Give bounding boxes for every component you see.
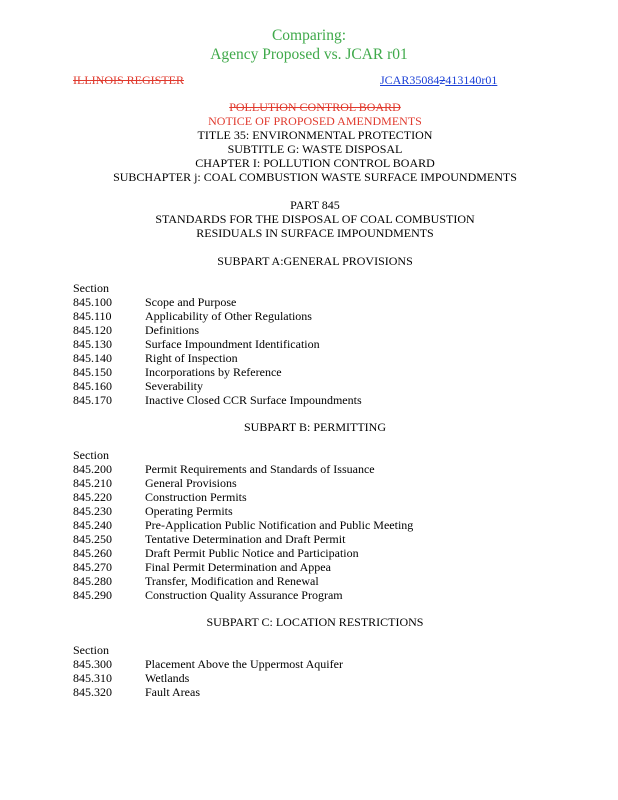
- toc-row: [73, 574, 413, 588]
- section-title: Surface Impoundment Identification: [145, 337, 320, 351]
- board-name-deleted: POLLUTION CONTROL BOARD: [229, 100, 401, 114]
- section-title: Severability: [145, 379, 203, 393]
- section-number: 845.240: [73, 518, 112, 532]
- part-title-line1: STANDARDS FOR THE DISPOSAL OF COAL COMBUSTION: [155, 212, 475, 226]
- toc-row: [73, 337, 362, 351]
- subpart-b-toc: [73, 448, 413, 602]
- section-title: Wetlands: [145, 671, 190, 685]
- part-number: PART 845: [290, 198, 340, 212]
- section-number: 845.170: [73, 393, 112, 407]
- toc-row: [73, 490, 413, 504]
- title-line: TITLE 35: ENVIRONMENTAL PROTECTION: [197, 128, 433, 142]
- toc-row: [73, 462, 413, 476]
- toc-row: [73, 560, 413, 574]
- subchapter-line: SUBCHAPTER j: COAL COMBUSTION WASTE SURFACE IMPOUNDMENTS: [113, 170, 517, 184]
- toc-row: [73, 532, 413, 546]
- section-title: Final Permit Determination and Appea: [145, 560, 331, 574]
- register-name-deleted: ILLINOIS REGISTER: [73, 73, 184, 87]
- jcar-identifier: [380, 73, 497, 88]
- section-number: 845.300: [73, 657, 112, 671]
- part-title-line2: RESIDUALS IN SURFACE IMPOUNDMENTS: [196, 226, 434, 240]
- section-title: Permit Requirements and Standards of Issuance: [145, 462, 375, 476]
- subtitle-line: SUBTITLE G: WASTE DISPOSAL: [227, 142, 403, 156]
- section-number: 845.290: [73, 588, 112, 602]
- section-title: Construction Quality Assurance Program: [145, 588, 343, 602]
- comparison-banner-line2: Agency Proposed vs. JCAR r01: [210, 46, 408, 63]
- comparison-banner-line1: Comparing:: [271, 27, 347, 44]
- section-number: 845.110: [73, 309, 112, 323]
- section-number: 845.150: [73, 365, 112, 379]
- subpart-a-toc: [73, 281, 362, 407]
- rule-header: [0, 100, 618, 184]
- toc-row: [73, 323, 362, 337]
- section-title: Definitions: [145, 323, 199, 337]
- section-number: 845.260: [73, 546, 112, 560]
- toc-row: [73, 379, 362, 393]
- notice-inserted: NOTICE OF PROPOSED AMENDMENTS: [208, 114, 422, 128]
- toc-row: [73, 476, 413, 490]
- subpart-b-heading: SUBPART B: PERMITTING: [244, 420, 386, 434]
- toc-row: [73, 504, 413, 518]
- subpart-c-toc: [73, 643, 343, 699]
- section-number: 845.270: [73, 560, 112, 574]
- section-title: Applicability of Other Regulations: [145, 309, 312, 323]
- subpart-a-heading: SUBPART A:GENERAL PROVISIONS: [217, 254, 413, 268]
- section-number: 845.310: [73, 671, 112, 685]
- section-title: Fault Areas: [145, 685, 200, 699]
- section-title: Draft Permit Public Notice and Participation: [145, 546, 359, 560]
- section-label: Section: [73, 448, 109, 462]
- section-title: Construction Permits: [145, 490, 247, 504]
- section-title: Inactive Closed CCR Surface Impoundments: [145, 393, 362, 407]
- section-title: Incorporations by Reference: [145, 365, 282, 379]
- toc-row: [73, 657, 343, 671]
- toc-row: [73, 685, 343, 699]
- section-title: Scope and Purpose: [145, 295, 237, 309]
- section-title: General Provisions: [145, 476, 237, 490]
- toc-row: [73, 309, 362, 323]
- toc-row: [73, 546, 413, 560]
- section-title: Right of Inspection: [145, 351, 238, 365]
- toc-row: [73, 295, 362, 309]
- section-title: Placement Above the Uppermost Aquifer: [145, 657, 343, 671]
- section-number: 845.130: [73, 337, 112, 351]
- toc-row: [73, 588, 413, 602]
- toc-row: [73, 365, 362, 379]
- section-number: 845.200: [73, 462, 112, 476]
- toc-row: [73, 351, 362, 365]
- chapter-line: CHAPTER I: POLLUTION CONTROL BOARD: [195, 156, 435, 170]
- jcar-id-deleted: 2: [439, 73, 446, 87]
- section-title: Transfer, Modification and Renewal: [145, 574, 319, 588]
- jcar-id-inserted-c: 1: [491, 73, 498, 87]
- toc-row: [73, 671, 343, 685]
- section-number: 845.160: [73, 379, 112, 393]
- section-number: 845.220: [73, 490, 112, 504]
- section-label: Section: [73, 643, 109, 657]
- section-number: 845.230: [73, 504, 112, 518]
- section-number: 845.140: [73, 351, 112, 365]
- toc-row: [73, 393, 362, 407]
- jcar-id-inserted-a: JCAR35084: [380, 73, 440, 87]
- section-label: Section: [73, 281, 109, 295]
- section-number: 845.280: [73, 574, 112, 588]
- section-number: 845.100: [73, 295, 112, 309]
- section-number: 845.210: [73, 476, 112, 490]
- part-header: [0, 198, 618, 240]
- jcar-id-inserted-b: 413140r0: [445, 73, 492, 87]
- section-title: Pre-Application Public Notification and Public Meeting: [145, 518, 414, 532]
- section-number: 845.120: [73, 323, 112, 337]
- section-title: Tentative Determination and Draft Permit: [145, 532, 346, 546]
- section-title: Operating Permits: [145, 504, 233, 518]
- toc-row: [73, 518, 413, 532]
- subpart-c-heading: SUBPART C: LOCATION RESTRICTIONS: [206, 615, 424, 629]
- section-number: 845.250: [73, 532, 112, 546]
- section-number: 845.320: [73, 685, 112, 699]
